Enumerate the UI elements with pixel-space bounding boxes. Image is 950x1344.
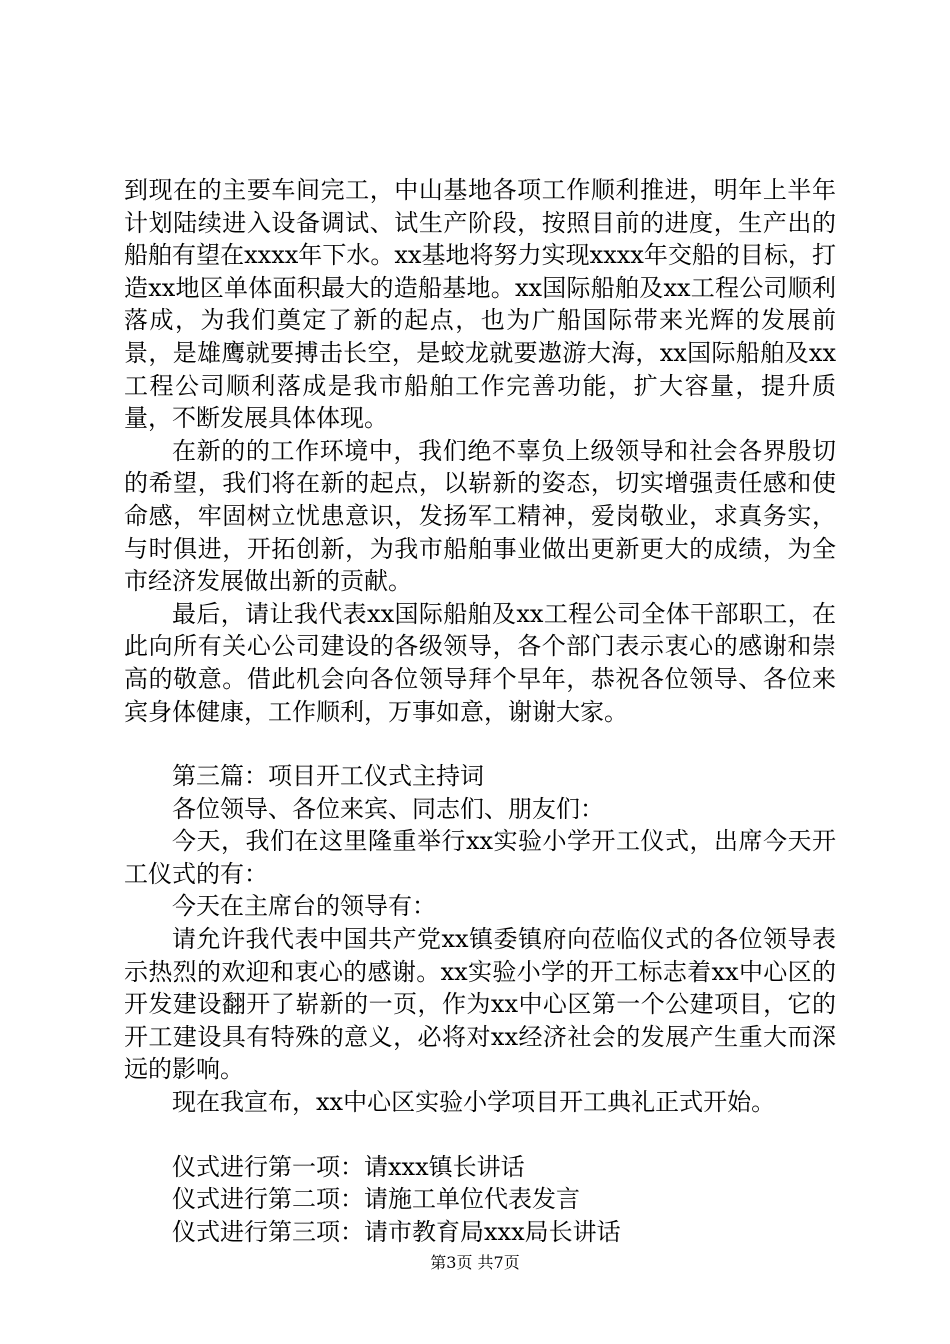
paragraph-announcement: 现在我宣布，xx中心区实验小学项目开工典礼正式开始。: [172, 1088, 776, 1117]
document-body: [124, 174, 836, 1248]
paragraph-continuation: 到现在的主要车间完工，中山基地各项工作顺利推进，明年上半年计划陆续进入设备调试、试生产阶段，按照目前的进度，生产出的船舶有望在xxxx年下水。xx基地将努力实现xxxx年交船的目标，打造xx地区单体面积最大的造船基地。xx国际船舶及xx工程公司顺利落成，为我们奠定了新的起点，也为广船国际带来光辉的发展前景，是雄鹰就要搏击长空，是蛟龙就要遨游大海，xx国际船舶及xx工程公司顺利落成是我市船舶工作完善功能，扩大容量，提升质量，不断发展具体体现。: [124, 176, 836, 433]
paragraph-closing-thanks: 最后，请让我代表xx国际船舶及xx工程公司全体干部职工，在此向所有关心公司建设的各级领导，各个部门表示衷心的感谢和崇高的敬意。借此机会向各位领导拜个早年，恭祝各位领导、各位来宾身体健康，工作顺利，万事如意，谢谢大家。: [124, 599, 836, 726]
paragraph-ceremony-intro: 今天，我们在这里隆重举行xx实验小学开工仪式，出席今天开工仪式的有：: [124, 827, 836, 888]
section-heading: 第三篇：项目开工仪式主持词: [172, 762, 484, 791]
paragraph-leaders-on-stage: 今天在主席台的领导有：: [172, 892, 436, 921]
paragraph-work-environment: 在新的的工作环境中，我们绝不辜负上级领导和社会各界殷切的希望，我们将在新的起点，以崭新的姿态，切实增强责任感和使命感，牢固树立忧患意识，发扬军工精神，爱岗敬业，求真务实，与时俱进，开拓创新，为我市船舶事业做出更新更大的成绩，为全市经济发展做出新的贡献。: [124, 436, 836, 596]
paragraph-welcome: 请允许我代表中国共产党xx镇委镇府向莅临仪式的各位领导表示热烈的欢迎和衷心的感谢。xx实验小学的开工标志着xx中心区的开发建设翻开了崭新的一页，作为xx中心区第一个公建项目，它的开工建设具有特殊的意义，必将对xx经济社会的发展产生重大而深远的影响。: [124, 925, 836, 1084]
agenda-item-3: 仪式进行第三项：请市教育局xxx局长讲话: [172, 1217, 621, 1246]
page-footer: 第3页 共7页: [430, 1253, 520, 1272]
section-spacer: [124, 728, 836, 760]
agenda-item-2: 仪式进行第二项：请施工单位代表发言: [172, 1185, 580, 1214]
agenda-spacer: [124, 1119, 836, 1151]
salutation: 各位领导、各位来宾、同志们、朋友们：: [172, 794, 604, 823]
agenda-item-1: 仪式进行第一项：请xxx镇长讲话: [172, 1152, 525, 1181]
